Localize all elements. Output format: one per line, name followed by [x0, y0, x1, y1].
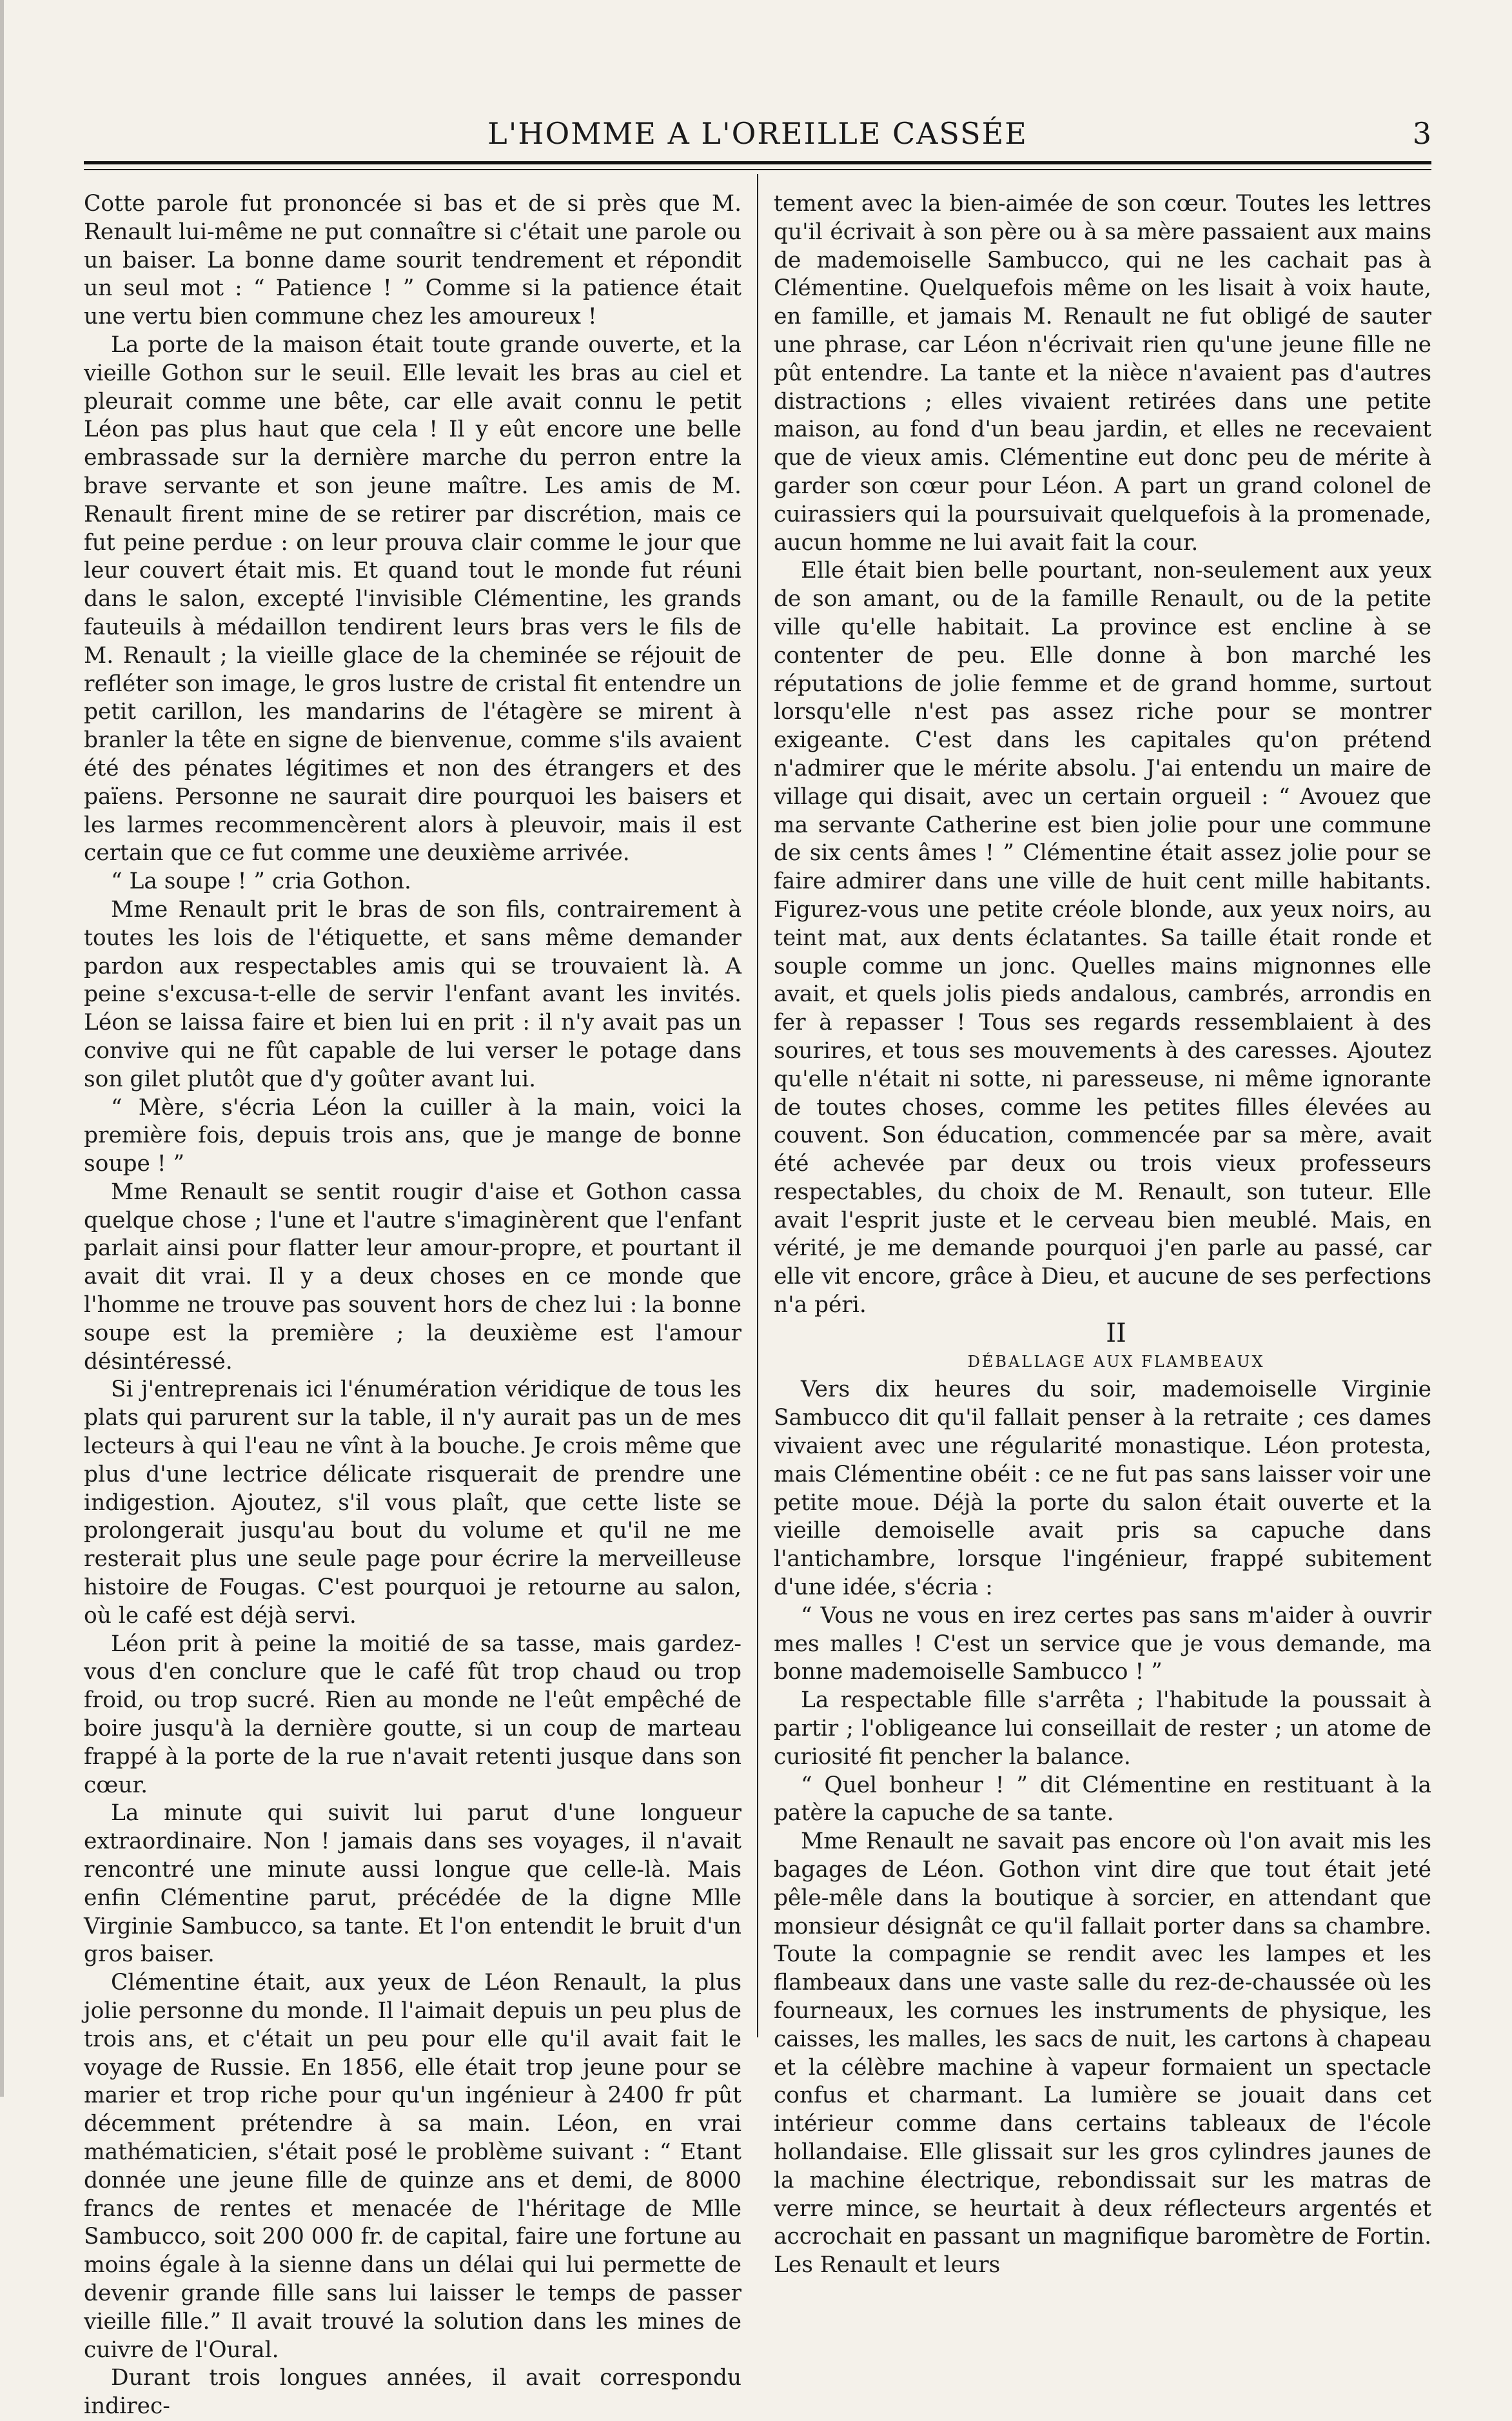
- paragraph: Mme Renault se sentit rougir d'aise et Gothon cassa quelque chose ; l'une et l'autre s'imaginèrent que l'enfant parlait ainsi pour flatter leur amour-propre, et pourtant il avait dit vrai. Il y a deux choses en ce monde que l'homme ne trouve pas souvent hors de chez lui : la bonne soupe est la première ; la deuxième est l'amour désintéressé.: [84, 1179, 741, 1375]
- paragraph: tement avec la bien-aimée de son cœur. Toutes les lettres qu'il écrivait à son père ou à sa mère passaient aux mains de mademoiselle Sambucco, qui ne les cachait pas à Clémentine. Quelquefois même on les lisait à voix haute, en famille, et jamais M. Renault ne fut obligé de sauter une phrase, car Léon n'écrivait rien qu'une jeune fille ne pût entendre. La tante et la nièce n'avaient pas d'autres distractions ; elles vivaient retirées dans une petite maison, au fond d'un beau jardin, et elles ne recevaient que de vieux amis. Clémentine eut donc peu de mérite à garder son cœur pour Léon. A part un grand colonel de cuirassiers qui la poursuivait quelquefois à la promenade, aucun homme ne lui avait fait la cour.: [774, 191, 1431, 556]
- chapter-title: DÉBALLAGE AUX FLAMBEAUX: [967, 1352, 1265, 1371]
- chapter-number: II: [1106, 1318, 1126, 1348]
- left-column: [84, 190, 741, 2420]
- right-column: [774, 190, 1431, 2279]
- paragraph: Mme Renault ne savait pas encore où l'on avait mis les bagages de Léon. Gothon vint dire que tout était jeté pêle-mêle dans la boutique à sorcier, en attendant que monsieur désignât ce qu'il fallait porter dans sa chambre. Toute la compagnie se rendit avec les lampes et les flambeaux dans une vaste salle du rez-de-chaussée où les fourneaux, les cornues les instruments de physique, les caisses, les malles, les sacs de nuit, les cartons à chapeau et la célèbre machine à vapeur formaient un spectacle confus et charmant. La lumière se jouait dans cet intérieur comme dans certains tableaux de l'école hollandaise. Elle glissait sur les gros cylindres jaunes de la machine électrique, rebondissait sur les matras de verre mince, se heurtait à deux réflecteurs argentés et accrochait en passant un magnifique baromètre de Fortin. Les Renault et leurs: [774, 1828, 1431, 2279]
- paragraph: Mme Renault prit le bras de son fils, contrairement à toutes les lois de l'étiquette, et sans même demander pardon aux respectables amis qui se trouvaient là. A peine s'excusa-t-elle de servir l'enfant avant les invités. Léon se laissa faire et bien lui en prit : il n'y avait pas un convive qui ne fût capable de lui verser le potage dans son gilet plutôt que d'y goûter avant lui.: [84, 896, 741, 1092]
- paragraph: Durant trois longues années, il avait correspondu indirec-: [84, 2365, 741, 2420]
- paragraph: Clémentine était, aux yeux de Léon Renault, la plus jolie personne du monde. Il l'aimait depuis un peu plus de trois ans, et c'était un peu pour elle qu'il avait fait le voyage de Russie. En 1856, elle était trop jeune pour se marier et trop riche pour qu'un ingénieur à 2400 fr pût décemment prétendre à sa main. Léon, en vrai mathématicien, s'était posé le problème suivant : “ Etant donnée une jeune fille de quinze ans et demi, de 8000 francs de rentes et menacée de l'héritage de Mlle Sambucco, soit 200 000 fr. de capital, faire une fortune au moins égale à la sienne dans un délai qui lui permette de devenir grande fille sans lui laisser le temps de passer vieille fille.” Il avait trouvé la solution dans les mines de cuivre de l'Oural.: [84, 1970, 741, 2363]
- paragraph: “ La soupe ! ” cria Gothon.: [111, 868, 411, 895]
- paragraph: Léon prit à peine la moitié de sa tasse, mais gardez-vous d'en conclure que le café fût trop chaud ou trop froid, ou trop sucré. Rien au monde ne l'eût empêché de boire jusqu'à la dernière goutte, si un coup de marteau frappé à la porte de la rue n'avait retenti jusque dans son cœur.: [84, 1631, 741, 1798]
- page-header: [84, 116, 1431, 155]
- page-edge-shadow: [0, 0, 22, 2097]
- paragraph: Si j'entreprenais ici l'énumération véridique de tous les plats qui parurent sur la table, il n'y aurait pas un de mes lecteurs à qui l'eau ne vînt à la bouche. Je crois même que plus d'une lectrice délicate risquerait de prendre une indigestion. Ajoutez, s'il vous plaît, que cette liste se prolongerait jusqu'au bout du volume et qu'il ne me resterait plus une seule page pour écrire la merveilleuse histoire de Fougas. C'est pourquoi je retourne au salon, où le café est déjà servi.: [84, 1377, 741, 1629]
- column-divider: [757, 174, 758, 2037]
- running-title: L'HOMME A L'OREILLE CASSÉE: [487, 116, 1028, 151]
- paragraph: La porte de la maison était toute grande ouverte, et la vieille Gothon sur le seuil. Elle levait les bras au ciel et pleurait comme une bête, car elle avait connu le petit Léon pas plus haut que cela ! Il y eût encore une belle embrassade sur la dernière marche du perron entre la brave servante et son jeune maître. Les amis de M. Renault firent mine de se retirer par discrétion, mais ce fut peine perdue : on leur prouva clair comme le jour que leur couvert était mis. Et quand tout le monde fut réuni dans le salon, excepté l'invisible Clémentine, les grands fauteuils à médaillon tendirent leurs bras vers le fils de M. Renault ; la vieille glace de la cheminée se réjouit de refléter son image, le gros lustre de cristal fit entendre un petit carillon, les mandarins de l'étagère se mirent à branler la tête en signe de bienvenue, comme s'ils avaient été des pénates légitimes et non des étrangers et des païens. Personne ne saurait dire pourquoi les baisers et les larmes recommencèrent alors à pleuvoir, mais il est certain que ce fut comme une deuxième arrivée.: [84, 331, 741, 867]
- paragraph: “ Mère, s'écria Léon la cuiller à la main, voici la première fois, depuis trois ans, que je mange de bonne soupe ! ”: [84, 1094, 741, 1177]
- paragraph: La respectable fille s'arrêta ; l'habitude la poussait à partir ; l'obligeance lui conseillait de rester ; un atome de curiosité fit pencher la balance.: [774, 1687, 1431, 1770]
- paragraph: “ Vous ne vous en irez certes pas sans m'aider à ouvrir mes malles ! C'est un service que je vous demande, ma bonne mademoiselle Sambucco ! ”: [774, 1602, 1431, 1685]
- paragraph: Elle était bien belle pourtant, non-seulement aux yeux de son amant, ou de la famille Renault, ou de la petite ville qu'elle habitait. La province est encline à se contenter de peu. Elle donne à bon marché les réputations de jolie femme et de grand homme, surtout lorsqu'elle n'est pas assez riche pour se montrer exigeante. C'est dans les capitales qu'on prétend n'admirer que le mérite absolu. J'ai entendu un maire de village qui disait, avec un certain orgueil : “ Avouez que ma servante Catherine est bien jolie pour une commune de six cents âmes ! ” Clémentine était assez jolie pour se faire admirer dans une ville de huit cent mille habitants. Figurez-vous une petite créole blonde, aux yeux noirs, au teint mat, aux dents éclatantes. Sa taille était ronde et souple comme un jonc. Quelles mains mignonnes elle avait, et quels jolis pieds andalous, cambrés, arrondis en fer à repasser ! Tous ses regards ressemblaient à des sourires, et tous ses mouvements à des caresses. Ajoutez qu'elle n'était ni sotte, ni paresseuse, ni même ignorante de toutes choses, comme les petites filles élevées au couvent. Son éducation, commencée par sa mère, avait été achevée par deux ou trois vieux professeurs respectables, du choix de M. Renault, son tuteur. Elle avait l'esprit juste et le cerveau bien meublé. Mais, en vérité, je me demande pourquoi j'en parle au passé, car elle vit encore, grâce à Dieu, et aucune de ses perfections n'a péri.: [774, 558, 1431, 1318]
- page-number: 3: [1412, 116, 1431, 151]
- paragraph: La minute qui suivit lui parut d'une longueur extraordinaire. Non ! jamais dans ses voyages, il n'avait rencontré une minute aussi longue que celle-là. Mais enfin Clémentine parut, précédée de la digne Mlle Virginie Sambucco, sa tante. Et l'on entendit le bruit d'un gros baiser.: [84, 1800, 741, 1968]
- paragraph: “ Quel bonheur ! ” dit Clémentine en restituant à la patère la capuche de sa tante.: [774, 1772, 1431, 1827]
- header-rule-thin: [84, 169, 1431, 170]
- paragraph: Cotte parole fut prononcée si bas et de si près que M. Renault lui-même ne put connaître si c'était une parole ou un baiser. La bonne dame sourit tendrement et répondit un seul mot : “ Patience ! ” Comme si la patience était une vertu bien commune chez les amoureux !: [84, 191, 741, 330]
- paragraph: Vers dix heures du soir, mademoiselle Virginie Sambucco dit qu'il fallait penser à la retraite ; ces dames vivaient avec une régularité monastique. Léon protesta, mais Clémentine obéit : ce ne fut pas sans laisser voir une petite moue. Déjà la porte du salon était ouverte et la vieille demoiselle avait pris sa capuche dans l'antichambre, lorsque l'ingénieur, frappé subitement d'une idée, s'écria :: [774, 1377, 1431, 1601]
- header-rule-thick: [84, 161, 1431, 164]
